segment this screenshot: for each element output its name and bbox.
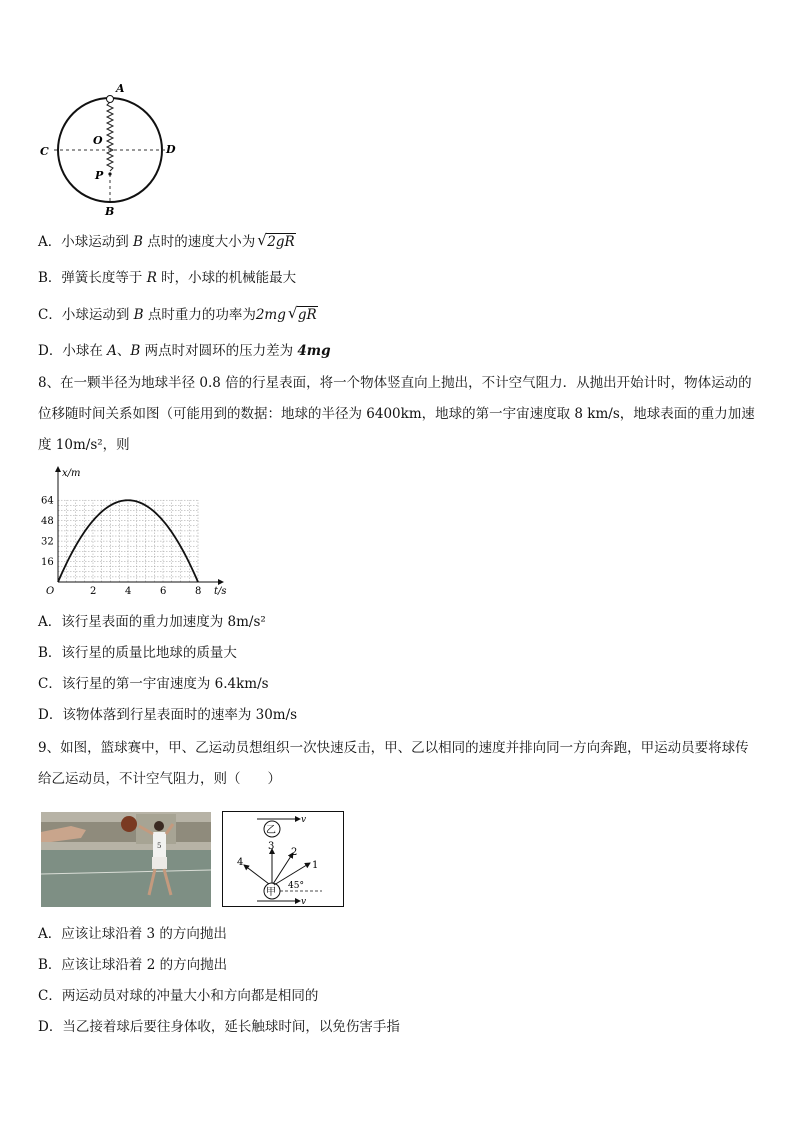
q7-option-b: B．弹簧长度等于 R 时，小球的机械能最大 <box>38 270 297 286</box>
dir-3-label: 3 <box>268 841 275 852</box>
y-tick-label: 48 <box>41 516 54 528</box>
x-axis-arrow <box>218 579 224 585</box>
y-tick-label: 32 <box>41 536 54 548</box>
label-o: O <box>93 134 103 147</box>
q8-option-a: A．该行星表面的重力加速度为 8m/s² <box>38 614 266 630</box>
label-p: P <box>95 169 104 182</box>
v-bottom-label: v <box>301 897 307 907</box>
yi-label: 乙 <box>266 825 276 836</box>
q9-option-a: A．应该让球沿着 3 的方向抛出 <box>38 926 227 942</box>
dir-2-label: 2 <box>291 847 298 858</box>
y-axis-arrow <box>55 466 61 472</box>
basketball-photo <box>41 812 211 907</box>
point-p <box>108 172 111 175</box>
direction-diagram <box>222 811 344 907</box>
q8-stem: 8、在一颗半径为地球半径 0.8 倍的行星表面，将一个物体竖直向上抛出，不计空气阻力．从抛出开始计时，物体运动的位移随时间关系如图（可能用到的数据：地球的半径为 6400km，地球的第一宇宙速度取 8 km/s，地球表面的重力加速度 10m/s²，则 <box>38 375 755 453</box>
jersey-number: 5 <box>157 842 162 850</box>
q9-stem: 9、如图，篮球赛中，甲、乙运动员想组织一次快速反击，甲、乙以相同的速度并排向同一方向奔跑，甲运动员要将球传给乙运动员，不计空气阻力，则（ ） <box>38 740 749 787</box>
displacement-time-chart <box>38 466 233 596</box>
angle-label: 45° <box>288 881 304 891</box>
label-a: A <box>116 82 125 95</box>
sqrt-expression: √ gR <box>287 304 317 323</box>
jia-label: 甲 <box>266 887 276 898</box>
q9-option-b: B．应该让球沿着 2 的方向抛出 <box>38 957 228 973</box>
y-tick-label: 16 <box>41 557 54 569</box>
v-top-label: v <box>301 815 307 825</box>
q7-option-a: A．小球运动到 B 点时的速度大小为 √ 2gR <box>38 231 295 250</box>
origin-label: O <box>46 586 55 597</box>
q8-option-c: C．该行星的第一宇宙速度为 6.4km/s <box>38 676 269 692</box>
q8-option-b: B．该行星的质量比地球的质量大 <box>38 645 237 661</box>
circle-spring-figure <box>38 82 188 217</box>
basketball <box>121 816 137 832</box>
sqrt-expression: √ 2gR <box>257 231 295 250</box>
q9-option-c: C．两运动员对球的冲量大小和方向都是相同的 <box>38 988 319 1004</box>
x-tick-label: 2 <box>90 586 97 597</box>
q7-option-d: D．小球在 A、B 两点时对圆环的压力差为 4mg <box>38 343 331 359</box>
label-d: D <box>166 143 176 156</box>
spring <box>107 102 113 171</box>
label-b: B <box>105 205 115 218</box>
x-tick-label: 4 <box>125 586 132 597</box>
x-tick-label: 8 <box>195 586 202 597</box>
x-tick-label: 6 <box>160 586 167 597</box>
y-tick-label: 64 <box>41 495 54 507</box>
q9-option-d: D．当乙接着球后要往身体收，延长触球时间，以免伤害手指 <box>38 1019 400 1035</box>
y-axis-label: x/m <box>62 468 81 479</box>
x-axis-label: t/s <box>214 586 227 597</box>
q8-option-d: D．该物体落到行星表面时的速率为 30m/s <box>38 707 298 723</box>
q7-option-c: C．小球运动到 B 点时重力的功率为2mg √ gR <box>38 304 317 323</box>
dir-4-label: 4 <box>237 857 244 868</box>
dir-1-label: 1 <box>312 860 319 871</box>
ball <box>107 96 114 103</box>
label-c: C <box>40 145 49 158</box>
